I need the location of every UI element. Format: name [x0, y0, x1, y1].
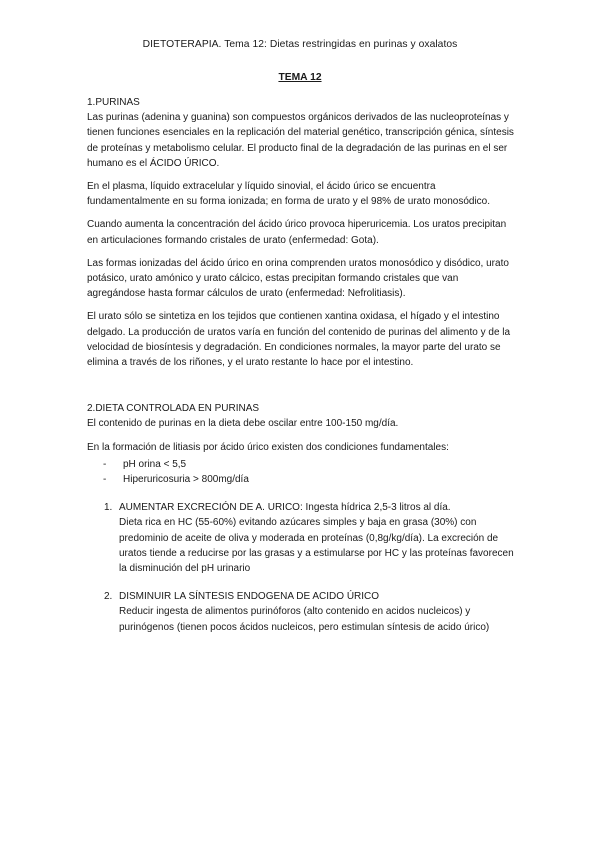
paragraph: En la formación de litiasis por ácido úrico existen dos condiciones fundamentales: [87, 441, 449, 453]
list-item [87, 457, 519, 472]
list-item [87, 472, 519, 487]
document-body [87, 95, 519, 648]
list-item-text: Hiperuricosuria > 800mg/día [123, 474, 249, 486]
paragraph: Las formas ionizadas del ácido úrico en orina comprenden uratos monosódico y disódico, urato potásico, urato amónico y urato cálcico, estas precipitan formando cristales que van agregándose hasta formar cálculos de urato (enfermedad: Nefrolitiasis). [87, 257, 509, 300]
numbered-item [87, 500, 519, 576]
paragraph: Cuando aumenta la concentración del ácido úrico provoca hiperuricemia. Los uratos precipitan en articulaciones formando cristales de urato (enfermedad: Gota). [87, 219, 507, 246]
list-item-text: pH orina < 5,5 [123, 458, 187, 470]
bullet-marker: - [103, 458, 107, 470]
bullet-marker: - [103, 474, 107, 486]
item-number: 1. [104, 502, 113, 514]
page-title: TEMA 12 [278, 72, 322, 83]
item-number: 2. [104, 591, 113, 603]
item-text: Reducir ingesta de alimentos purinóforos (alto contenido en acidos nucleicos) y purinógenos (tienen pocos ácidos nucleicos, pero estimulan síntesis de acido úrico) [119, 606, 490, 633]
paragraph: El urato sólo se sintetiza en los tejidos que contienen xantina oxidasa, el hígado y el intestino delgado. La producción de uratos varía en función del contenido de purinas del alimento y de la velocidad de biosíntesis y degradación. En condiciones normales, la mayor parte del urato se elimina a través de los riñones, y el urato restante lo hace por el intestino. [87, 311, 511, 369]
item-heading: DISMINUIR LA SÍNTESIS ENDOGENA DE ACIDO ÚRICO [119, 591, 380, 603]
paragraph: En el plasma, líquido extracelular y líquido sinovial, el ácido úrico se encuentra fundamentalmente en su forma ionizada; en forma de urato y el 98% de urato monosódico. [87, 181, 491, 208]
numbered-item [87, 589, 519, 635]
item-heading: AUMENTAR EXCRECIÓN DE A. URICO: Ingesta hídrica 2,5-3 litros al día. [119, 502, 451, 514]
page-header: DIETOTERAPIA. Tema 12: Dietas restringidas en purinas y oxalatos [142, 39, 458, 50]
section-heading-dieta: 2.DIETA CONTROLADA EN PURINAS [87, 403, 260, 415]
paragraph: Las purinas (adenina y guanina) son compuestos orgánicos derivados de las nucleoproteínas y tienen funciones esenciales en la replicación del material genético, transcripción génica, síntesis de proteínas y metabolismo celular. El producto final de la degradación de las purinas en el ser humano es el ÁCIDO ÚRICO. [87, 112, 514, 169]
conditions-list [87, 457, 519, 487]
paragraph: El contenido de purinas en la dieta debe oscilar entre 100-150 mg/día. [87, 418, 399, 430]
section-heading-purinas: 1.PURINAS [87, 97, 140, 108]
item-text: Dieta rica en HC (55-60%) evitando azúcares simples y baja en grasa (30%) con predominio de aceite de oliva y moderada en proteínas (0,8g/kg/día). La excreción de uratos tiende a reducirse por las grasas y a estimularse por HC y las proteínas favorecen la disminución del pH urinario [119, 517, 514, 575]
numbered-list [87, 500, 519, 635]
